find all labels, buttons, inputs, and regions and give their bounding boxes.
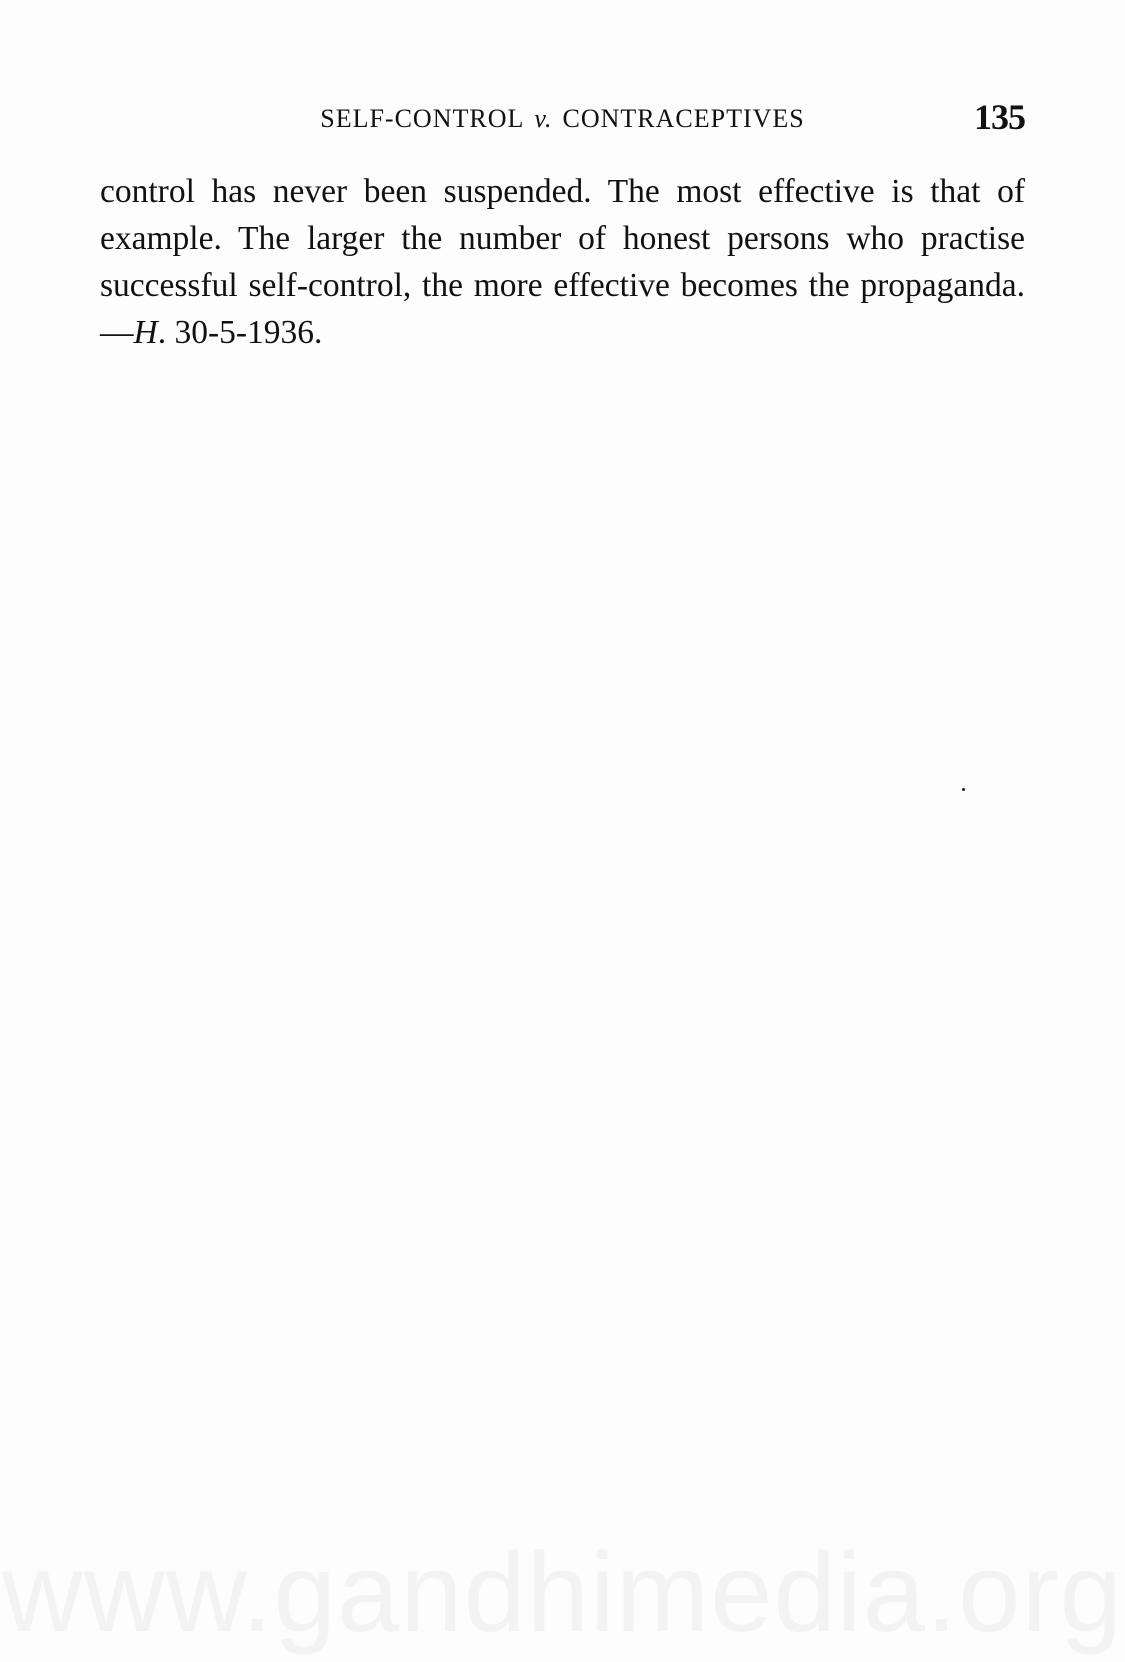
running-title-separator: v. — [534, 104, 553, 133]
running-title — [100, 104, 1025, 134]
running-title-right: CONTRACEPTIVES — [562, 104, 805, 133]
body-paragraph — [100, 168, 1025, 356]
page-number: 135 — [974, 97, 1025, 137]
body-paragraph-text: control has never been suspended. The most effective is that of example. The larger the number of honest persons who practise successful self-control, the more effective becomes the propaganda.— — [100, 173, 1025, 351]
running-title-left: SELF-CONTROL — [320, 104, 525, 133]
watermark: www.gandhimedia.org — [2, 1530, 1123, 1655]
citation-date: . 30-5-1936. — [157, 314, 323, 351]
citation-source: H — [133, 314, 158, 351]
ink-speck — [962, 788, 965, 791]
running-header — [100, 96, 1025, 146]
